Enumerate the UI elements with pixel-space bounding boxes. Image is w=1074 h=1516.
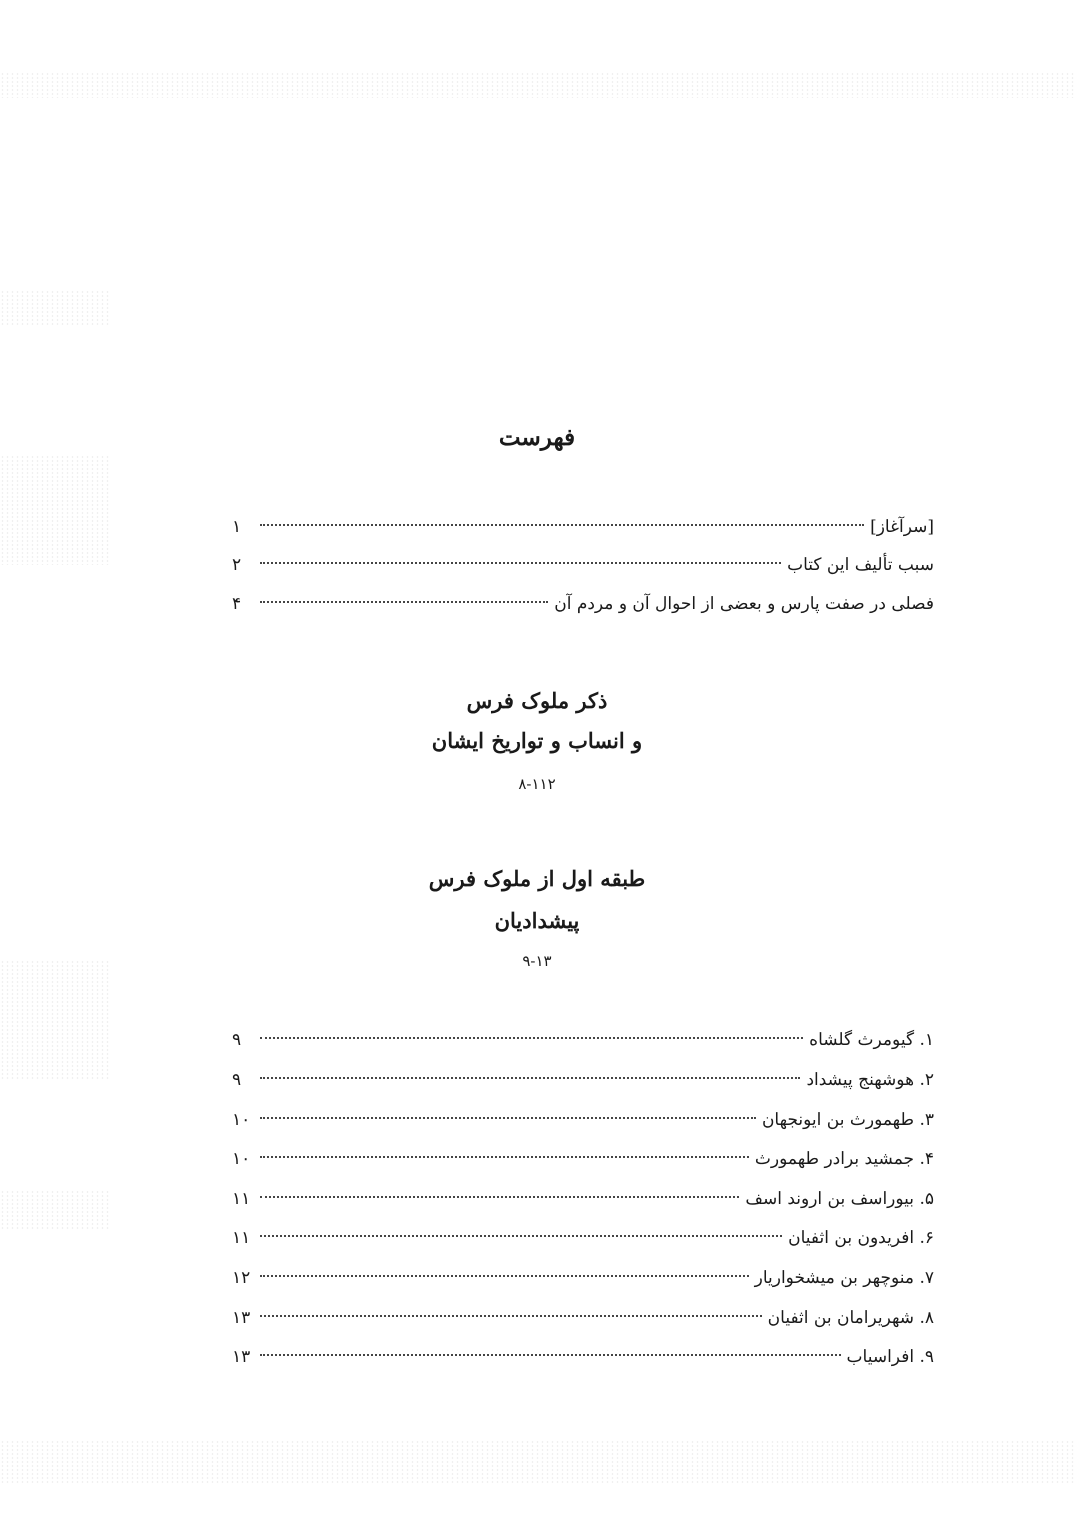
toc-entry-page: ۱۲ bbox=[232, 1268, 251, 1288]
toc-entry-page: ۱۱ bbox=[232, 1228, 251, 1248]
toc-entry bbox=[232, 1263, 934, 1293]
toc-entry-page: ۱ bbox=[232, 517, 242, 537]
toc-entry bbox=[232, 1223, 934, 1253]
toc-entry-title: فصلی در صفت پارس و بعضی از احوال آن و مردم آن bbox=[554, 594, 934, 614]
dot-leader bbox=[260, 1077, 800, 1079]
toc-entry-title: ۲. هوشهنج پیشداد bbox=[806, 1070, 934, 1090]
toc-entry-page: ۱۰ bbox=[232, 1110, 251, 1130]
toc-entry-page: ۴ bbox=[232, 594, 242, 614]
toc-entry-page: ۹ bbox=[232, 1070, 242, 1090]
toc-entry bbox=[232, 1105, 934, 1135]
toc-entry-title: ۴. جمشید برادر طهمورث bbox=[754, 1149, 934, 1169]
dot-leader bbox=[260, 1275, 749, 1277]
toc-entry-title: ۵. بیوراسف بن اروند اسف bbox=[745, 1189, 934, 1209]
scan-noise-top bbox=[0, 72, 1074, 98]
scan-noise-margin bbox=[0, 455, 110, 565]
toc-entry bbox=[232, 1144, 934, 1174]
dot-leader bbox=[260, 1156, 749, 1158]
toc-entry bbox=[232, 589, 934, 619]
scan-noise-margin bbox=[0, 960, 110, 1080]
toc-entry-title: ۷. منوچهر بن میشخواریار bbox=[754, 1268, 934, 1288]
section-page-range: ۹-۱۳ bbox=[522, 952, 552, 970]
toc-entry-title: ۸. شهریرامان بن اثفیان bbox=[767, 1308, 934, 1328]
toc-entry-page: ۲ bbox=[232, 555, 242, 575]
toc-entry bbox=[232, 1025, 934, 1055]
scan-noise-margin bbox=[0, 1190, 110, 1230]
toc-entry-page: ۱۳ bbox=[232, 1308, 251, 1328]
section-page-range: ۸-۱۱۲ bbox=[518, 775, 556, 793]
section-subheading: پیشدادیان bbox=[494, 908, 580, 933]
dot-leader bbox=[260, 1354, 841, 1356]
toc-entry-title: [سرآغاز] bbox=[870, 517, 934, 537]
toc-entry-title: ۱. گیومرث گلشاه bbox=[809, 1030, 934, 1050]
toc-entry bbox=[232, 1342, 934, 1372]
dot-leader bbox=[260, 1315, 762, 1317]
dot-leader bbox=[260, 1037, 803, 1039]
toc-entry bbox=[232, 512, 934, 542]
toc-entry bbox=[232, 1184, 934, 1214]
toc-entry-title: ۳. طهمورث بن ایونجهان bbox=[761, 1110, 934, 1130]
toc-entry-title: ۹. افراسیاب bbox=[846, 1347, 934, 1367]
dot-leader bbox=[260, 1196, 739, 1198]
toc-entry bbox=[232, 550, 934, 580]
section-heading: ذکر ملوک فرس bbox=[466, 688, 608, 713]
toc-entry-page: ۱۳ bbox=[232, 1347, 251, 1367]
toc-entry-page: ۱۱ bbox=[232, 1189, 251, 1209]
scan-noise-margin bbox=[0, 290, 110, 326]
dot-leader bbox=[260, 1117, 756, 1119]
dot-leader bbox=[260, 524, 864, 526]
toc-entry-page: ۹ bbox=[232, 1030, 242, 1050]
section-subheading: و انساب و تواریخ ایشان bbox=[431, 728, 643, 753]
page-title: فهرست bbox=[498, 424, 576, 451]
toc-entry-page: ۱۰ bbox=[232, 1149, 251, 1169]
toc-entry bbox=[232, 1303, 934, 1333]
dot-leader bbox=[260, 601, 548, 603]
scan-noise-bottom bbox=[0, 1440, 1074, 1484]
dot-leader bbox=[260, 1235, 782, 1237]
section-heading: طبقه اول از ملوک فرس bbox=[428, 866, 646, 891]
toc-entry-title: سبب تألیف این کتاب bbox=[787, 555, 934, 575]
toc-entry bbox=[232, 1065, 934, 1095]
toc-entry-title: ۶. افریدون بن اثفیان bbox=[788, 1228, 934, 1248]
dot-leader bbox=[260, 562, 781, 564]
